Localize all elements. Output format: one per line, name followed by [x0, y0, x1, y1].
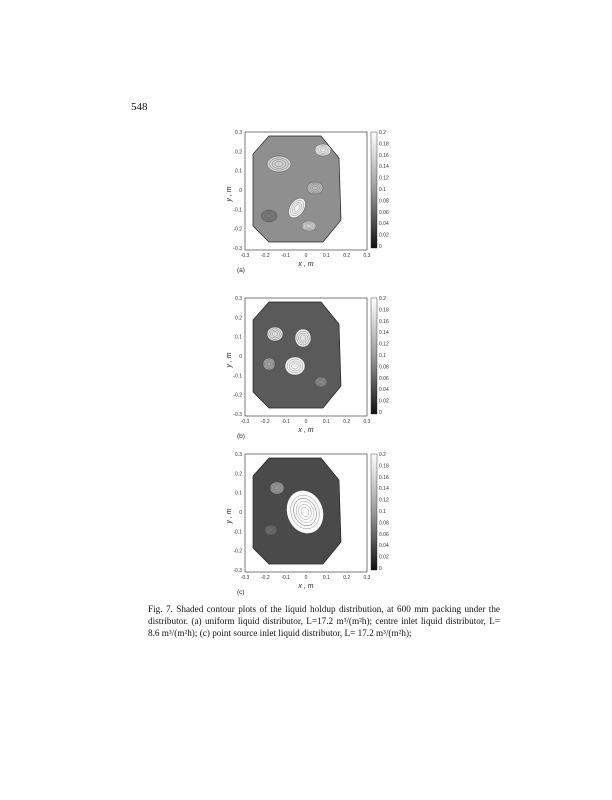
y-tick-label: -0.2 [233, 392, 242, 399]
y-tick-label: 0 [239, 354, 242, 360]
contour-plot-a [225, 130, 389, 280]
colorbar [371, 454, 377, 570]
colorbar-tick-label: 0.16 [379, 318, 389, 325]
y-tick-label: 0.3 [235, 452, 242, 458]
caption-line-2: distributor. (a) uniform liquid distributor, L=17.2 m³/(m²h); centre inlet liquid distributor, L= 8.6 [148, 616, 500, 638]
contour-region [285, 357, 305, 375]
y-tick-label: -0.3 [233, 412, 242, 418]
y-tick-label: 0.2 [235, 315, 242, 322]
caption-line-3: m³/(m²h); (c) point source inlet liquid distributor, L= 17.2 m³/(m²h); [161, 628, 412, 638]
colorbar-tick-label: 0.2 [379, 452, 386, 458]
contour-region [267, 156, 291, 172]
contour-region [302, 221, 316, 231]
colorbar-tick-label: 0.02 [379, 232, 389, 239]
colorbar-tick-label: 0.16 [379, 474, 389, 481]
x-axis-label: x , m [298, 427, 314, 434]
contour-region [315, 377, 327, 387]
colorbar-tick-label: 0.12 [379, 341, 389, 348]
colorbar-tick-label: 0.08 [379, 520, 389, 527]
colorbar-tick-label: 0 [379, 410, 382, 416]
x-tick-label: 0.1 [322, 253, 330, 259]
y-tick-label: 0.2 [235, 471, 242, 478]
colorbar-tick-label: 0.16 [379, 152, 389, 159]
x-tick-label: 0.2 [343, 253, 351, 259]
contour-region [263, 358, 275, 370]
figure-caption [148, 603, 500, 639]
y-axis-label: y , m [226, 508, 233, 524]
colorbar-tick-label: 0.2 [379, 130, 386, 136]
contour-region [270, 482, 284, 494]
page-number: 548 [131, 101, 148, 113]
panel-label: (b) [237, 433, 245, 440]
colorbar-tick-label: 0.04 [379, 543, 389, 550]
x-tick-label: 0.3 [363, 419, 371, 425]
colorbar [371, 298, 377, 414]
x-tick-label: -0.1 [281, 253, 290, 259]
colorbar-tick-label: 0.1 [379, 353, 386, 359]
x-tick-label: 0.2 [343, 419, 351, 425]
colorbar-tick-label: 0.1 [379, 509, 386, 515]
contour-plot-c [225, 452, 389, 602]
colorbar-tick-label: 0.06 [379, 209, 389, 216]
contour-plot-b [225, 296, 389, 446]
y-tick-label: 0 [239, 510, 242, 516]
contour-region [267, 327, 283, 341]
colorbar-tick-label: 0.08 [379, 198, 389, 205]
y-tick-label: -0.1 [233, 207, 242, 214]
colorbar-tick-label: 0 [379, 566, 382, 572]
contour-svg [225, 452, 389, 602]
y-tick-label: 0.1 [235, 490, 242, 497]
x-tick-label: -0.2 [261, 253, 270, 259]
x-tick-label: 0.3 [363, 253, 371, 259]
y-tick-label: -0.2 [233, 548, 242, 555]
y-tick-label: -0.1 [233, 529, 242, 536]
y-tick-label: -0.2 [233, 226, 242, 233]
colorbar-tick-label: 0 [379, 244, 382, 250]
colorbar-tick-label: 0.18 [379, 307, 389, 314]
x-tick-label: 0 [304, 575, 308, 581]
x-tick-label: 0.1 [322, 575, 330, 581]
x-tick-label: -0.2 [261, 419, 270, 425]
y-tick-label: 0.1 [235, 168, 242, 175]
y-tick-label: -0.3 [233, 246, 242, 252]
y-tick-label: 0.3 [235, 130, 242, 136]
colorbar-tick-label: 0.2 [379, 296, 386, 302]
colorbar-tick-label: 0.02 [379, 398, 389, 405]
colorbar-tick-label: 0.1 [379, 187, 386, 193]
panel-label: (a) [237, 267, 245, 274]
x-tick-label: -0.1 [281, 575, 290, 581]
x-tick-label: 0.1 [322, 419, 330, 425]
colorbar-tick-label: 0.14 [379, 486, 389, 493]
x-tick-label: -0.1 [281, 419, 290, 425]
colorbar-tick-label: 0.18 [379, 463, 389, 470]
contour-svg [225, 296, 389, 446]
panel-label: (c) [237, 589, 245, 596]
x-tick-label: 0.2 [343, 575, 351, 581]
y-axis-label: y , m [226, 186, 233, 202]
y-tick-label: 0 [239, 188, 242, 194]
x-axis-label: x , m [298, 583, 314, 590]
x-tick-label: -0.3 [240, 575, 250, 581]
x-tick-label: -0.2 [261, 575, 270, 581]
colorbar-tick-label: 0.12 [379, 175, 389, 182]
contour-region [265, 525, 277, 535]
contour-svg [225, 130, 389, 280]
colorbar-tick-label: 0.12 [379, 497, 389, 504]
x-tick-label: -0.3 [240, 253, 250, 259]
colorbar-tick-label: 0.02 [379, 554, 389, 561]
colorbar-tick-label: 0.06 [379, 531, 389, 538]
colorbar-tick-label: 0.14 [379, 330, 389, 337]
contour-region [307, 182, 323, 194]
colorbar-tick-label: 0.04 [379, 387, 389, 394]
x-tick-label: 0 [304, 253, 308, 259]
colorbar-tick-label: 0.18 [379, 141, 389, 148]
x-axis-label: x , m [298, 261, 314, 268]
contour-region [295, 329, 311, 347]
x-tick-label: -0.3 [240, 419, 250, 425]
colorbar-tick-label: 0.14 [379, 164, 389, 171]
x-tick-label: 0.3 [363, 575, 371, 581]
colorbar-tick-label: 0.08 [379, 364, 389, 371]
y-tick-label: 0.1 [235, 334, 242, 341]
colorbar [371, 132, 377, 248]
caption-line-1: Fig. 7. Shaded contour plots of the liquid holdup distribution, at 600 mm packing under the [148, 604, 500, 614]
y-tick-label: -0.1 [233, 373, 242, 380]
colorbar-tick-label: 0.06 [379, 375, 389, 382]
y-tick-label: 0.3 [235, 296, 242, 302]
y-tick-label: 0.2 [235, 149, 242, 156]
x-tick-label: 0 [304, 419, 308, 425]
contour-region [261, 210, 277, 222]
colorbar-tick-label: 0.04 [379, 221, 389, 228]
y-tick-label: -0.3 [233, 568, 242, 574]
y-axis-label: y , m [226, 352, 233, 368]
